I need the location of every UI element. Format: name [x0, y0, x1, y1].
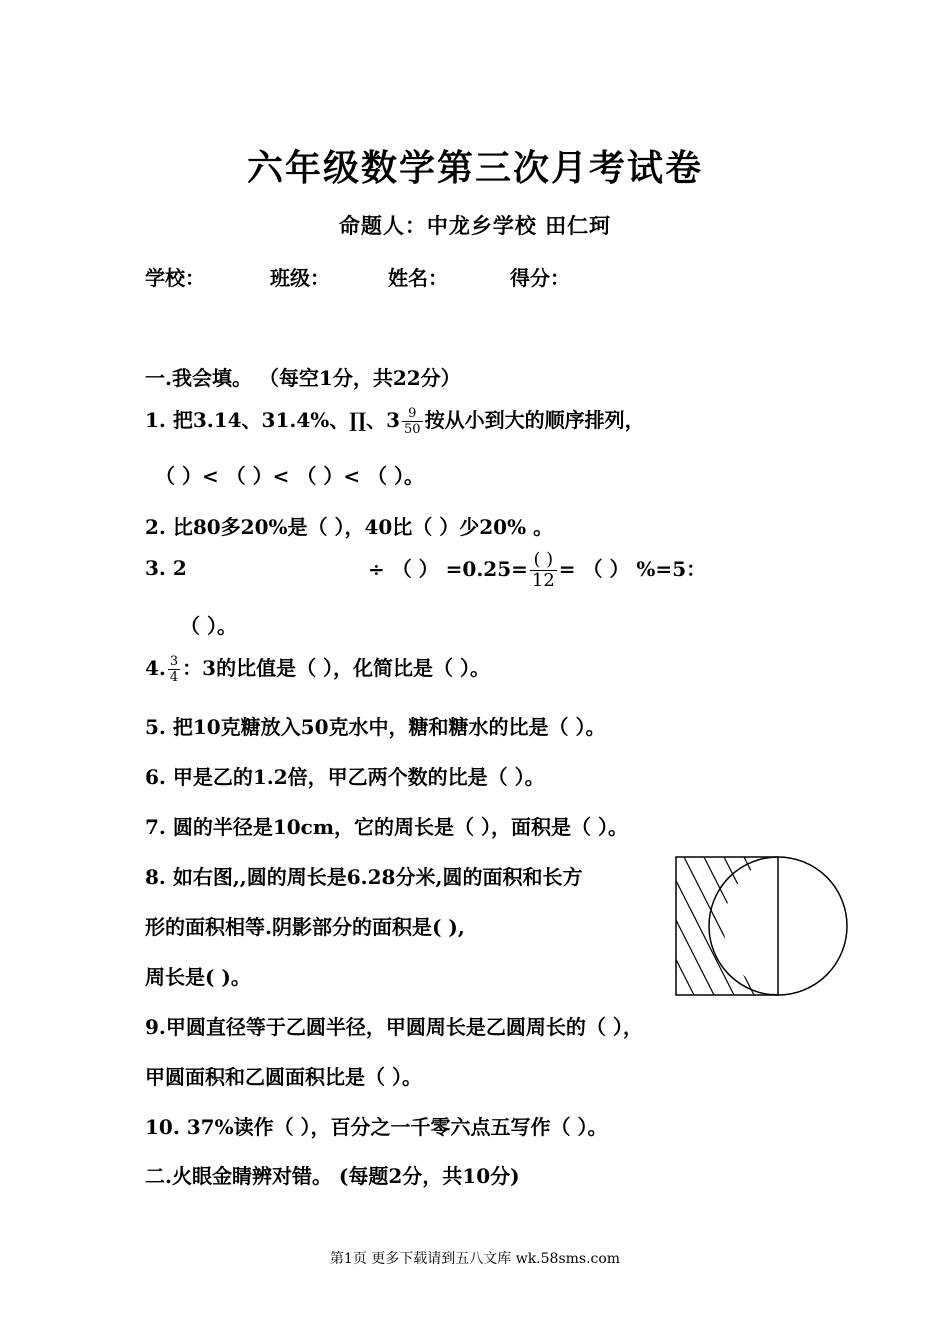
question-1-blanks: （ ）< （ ）< （ ）< （ ）。 [155, 464, 425, 488]
question-8-line1: 8. 如右图,,圆的周长是6.28分米,圆的面积和长方 [145, 865, 583, 889]
section1-heading: 一.我会填。 （每空1分，共22分） [145, 366, 461, 390]
q4-text-b: ：3的比值是（ ），化简比是（ ）。 [182, 656, 491, 680]
question-8-line3: 周长是( )。 [145, 965, 251, 989]
class-label: 班级： [270, 266, 330, 290]
q1-frac-denominator: 50 [404, 422, 421, 437]
question-9-line1: 9.甲圆直径等于乙圆半径，甲圆周长是乙圆周长的（ ）， [145, 1015, 643, 1039]
section2-heading: 二.火眼金睛辨对错。 (每题2分，共10分) [145, 1164, 520, 1188]
q1-fraction [402, 406, 423, 437]
name-label: 姓名： [388, 266, 448, 290]
q3-frac-denominator: 12 [531, 570, 555, 591]
question-8-line2: 形的面积相等.阴影部分的面积是( ), [145, 915, 465, 939]
question-3a: 3. 2 [145, 556, 187, 580]
q4-frac-denominator: 4 [169, 670, 179, 685]
q3-frac-numerator: ( ) [530, 550, 557, 571]
question-5: 5. 把10克糖放入50克水中，糖和糖水的比是（ ）。 [145, 715, 606, 739]
shaded-region-hatching [674, 857, 814, 995]
circle-rectangle-figure [674, 855, 852, 997]
question-3-line2: （ ）。 [180, 614, 237, 638]
q1-text-b: 按从小到大的顺序排列， [424, 408, 645, 432]
q4-fraction [168, 654, 180, 685]
school-label: 学校： [145, 266, 205, 290]
q1-frac-numerator: 9 [402, 406, 423, 422]
question-4 [145, 652, 490, 685]
question-10: 10. 37%读作（ ），百分之一千零六点五写作（ ）。 [145, 1115, 608, 1139]
q4-text-a: 4. [145, 656, 166, 680]
question-7: 7. 圆的半径是10cm，它的周长是（ ），面积是（ ）。 [145, 815, 628, 839]
question-9-line2: 甲圆面积和乙圆面积比是（ ）。 [145, 1065, 422, 1089]
q3-text-c: = （ ） %=5： [558, 557, 707, 581]
question-2: 2. 比80多20%是（ ），40比（ ）少20% 。 [145, 515, 554, 539]
score-label: 得分： [510, 266, 570, 290]
rectangle-shape [676, 857, 778, 995]
q1-text-a: 1. 把3.14、31.4%、∏、3 [145, 408, 401, 432]
page-footer: 第1页 更多下载请到五八文库 wk.58sms.com [329, 1251, 621, 1267]
q4-frac-numerator: 3 [169, 654, 179, 669]
question-3b [368, 550, 706, 591]
page-title: 六年级数学第三次月考试卷 [246, 147, 703, 189]
question-1 [145, 404, 645, 437]
q3-fraction [530, 550, 557, 591]
author-line: 命题人：中龙乡学校 田仁珂 [338, 213, 612, 238]
q3-text-b: ÷ （ ） =0.25= [368, 557, 528, 581]
question-6: 6. 甲是乙的1.2倍，甲乙两个数的比是（ ）。 [145, 765, 545, 789]
